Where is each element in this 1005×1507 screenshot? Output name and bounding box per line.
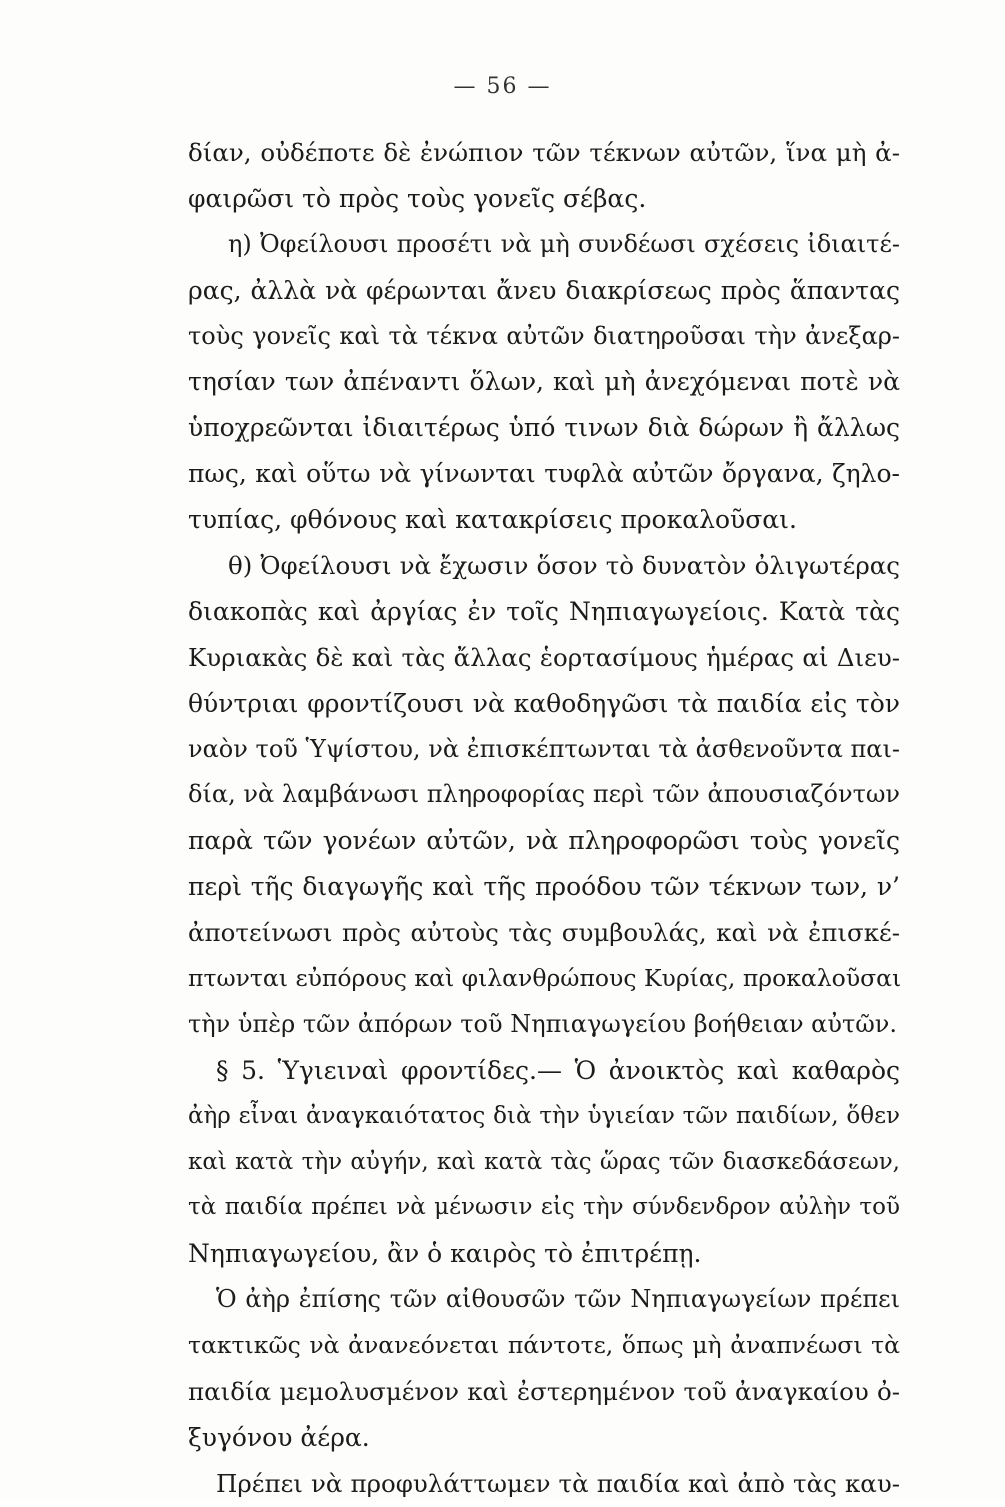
text-line: η) Ὀφείλουσι προσέτι νὰ μὴ συνδέωσι σχέσεις ἰδιαιτέ-: [228, 229, 900, 258]
text-line: Πρέπει νὰ προφυλάττωμεν τὰ παιδία καὶ ἀπὸ τὰς καυ-: [216, 1468, 900, 1498]
text-line: τυπίας, φθόνους καὶ κατακρίσεις προκαλοῦσαι.: [188, 505, 797, 535]
text-line: ὑποχρεῶνται ἰδιαιτέρως ὑπό τινων διὰ δώρων ἢ ἄλλως: [188, 413, 900, 443]
text-line: τὰ παιδία πρέπει νὰ μένωσιν εἰς τὴν σύνδενδρον αὐλὴν τοῦ: [188, 1194, 900, 1221]
text-line: ἀὴρ εἶναι ἀναγκαιότατος διὰ τὴν ὑγιείαν τῶν παιδίων, ὅθεν: [188, 1102, 900, 1129]
text-line: Νηπιαγωγείου, ἂν ὁ καιρὸς τὸ ἐπιτρέπῃ.: [188, 1239, 702, 1269]
text-line: παιδία μεμολυσμένον καὶ ἐστερημένον τοῦ ἀναγκαίου ὀ-: [188, 1377, 900, 1407]
body-text: [188, 130, 900, 1507]
text-line: φαιρῶσι τὸ πρὸς τοὺς γονεῖς σέβας.: [188, 183, 647, 213]
text-line: διακοπὰς καὶ ἀργίας ἐν τοῖς Νηπιαγωγείοις. Κατὰ τὰς: [188, 596, 900, 626]
text-line: περὶ τῆς διαγωγῆς καὶ τῆς προόδου τῶν τέκνων των, ν’: [188, 872, 900, 902]
text-line: ναὸν τοῦ Ὑψίστου, νὰ ἐπισκέπτωνται τὰ ἀσθενοῦντα παι-: [188, 734, 900, 763]
text-line: ἀποτείνωσι πρὸς αὐτοὺς τὰς συμβουλάς, καὶ νὰ ἐπισκέ-: [188, 918, 900, 948]
text-line: δία, νὰ λαμβάνωσι πληροφορίας περὶ τῶν ἀπουσιαζόντων: [188, 780, 900, 809]
text-line: § 5. Ὑγιειναὶ φροντίδες.— Ὁ ἀνοικτὸς καὶ καθαρὸς: [216, 1055, 900, 1085]
text-line: παρὰ τῶν γονέων αὐτῶν, νὰ πληροφορῶσι τοὺς γονεῖς: [188, 826, 900, 856]
text-line: τὴν ὑπὲρ τῶν ἀπόρων τοῦ Νηπιαγωγείου βοήθειαν αὐτῶν.: [188, 1009, 898, 1038]
text-line: δίαν, οὐδέποτε δὲ ἐνώπιον τῶν τέκνων αὐτῶν, ἵνα μὴ ἀ-: [188, 138, 900, 167]
text-line: πτωνται εὐπόρους καὶ φιλανθρώπους Κυρίας, προκαλοῦσαι: [188, 964, 902, 993]
text-line: θύντριαι φροντίζουσι νὰ καθοδηγῶσι τὰ παιδία εἰς τὸν: [188, 688, 900, 718]
text-line: ρας, ἀλλὰ νὰ φέρωνται ἄνευ διακρίσεως πρὸς ἅπαντας: [188, 275, 900, 305]
text-line: Κυριακὰς δὲ καὶ τὰς ἄλλας ἑορτασίμους ἡμέρας αἱ Διευ-: [188, 642, 900, 672]
text-line: πως, καὶ οὕτω νὰ γίνωνται τυφλὰ αὐτῶν ὄργανα, ζηλο-: [188, 459, 900, 489]
text-line: ξυγόνου ἀέρα.: [188, 1422, 370, 1452]
text-line: τοὺς γονεῖς καὶ τὰ τέκνα αὐτῶν διατηροῦσαι τὴν ἀνεξαρ-: [188, 321, 900, 350]
text-line: τακτικῶς νὰ ἀνανεόνεται πάντοτε, ὅπως μὴ ἀναπνέωσι τὰ: [188, 1331, 900, 1360]
text-line: καὶ κατὰ τὴν αὐγήν, καὶ κατὰ τὰς ὥρας τῶν διασκεδάσεων,: [188, 1148, 900, 1175]
page-number: — 56 —: [453, 74, 552, 99]
text-line: τησίαν των ἀπέναντι ὅλων, καὶ μὴ ἀνεχόμεναι ποτὲ νὰ: [188, 367, 900, 397]
text-line: θ) Ὀφείλουσι νὰ ἔχωσιν ὅσον τὸ δυνατὸν ὀλιγωτέρας: [228, 551, 900, 581]
text-line: Ὁ ἀὴρ ἐπίσης τῶν αἰθουσῶν τῶν Νηπιαγωγείων πρέπει: [216, 1285, 900, 1314]
